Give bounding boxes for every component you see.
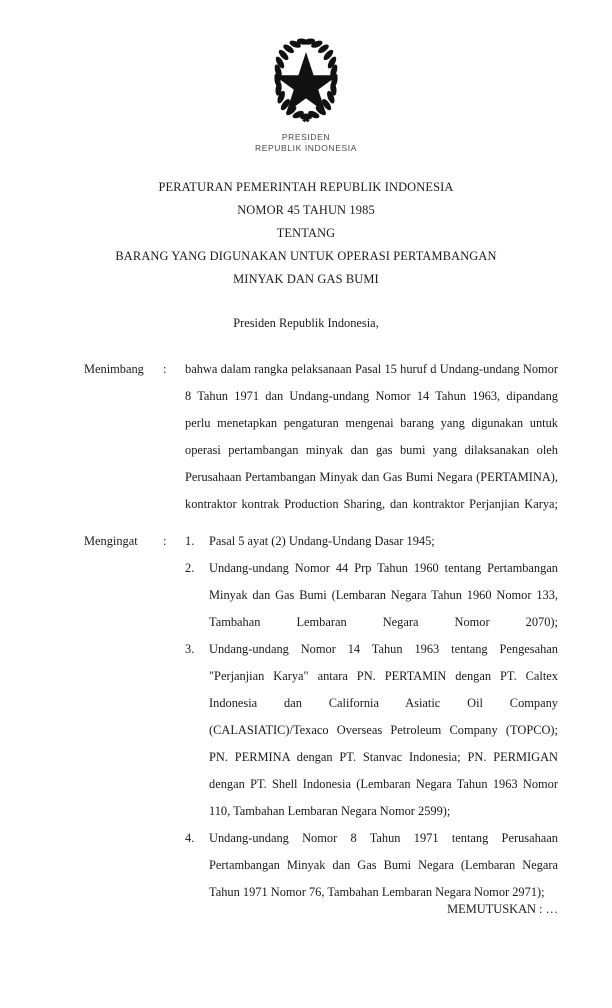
list-item bbox=[185, 555, 558, 636]
list-item-number: 1. bbox=[185, 534, 195, 548]
list-item-text: Undang-undang Nomor 8 Tahun 1971 tentang Perusahaan Pertambangan Minyak dan Gas Bumi Negara (Lembaran Negara Tahun 1971 Nomor 76, Tambahan Lembaran Negara Nomor 2971); bbox=[209, 831, 558, 899]
list-item-text: Pasal 5 ayat (2) Undang-Undang Dasar 1945; bbox=[209, 534, 435, 548]
title-line-regulation: PERATURAN PEMERINTAH REPUBLIK INDONESIA bbox=[158, 180, 454, 194]
seal-caption-line2: REPUBLIK INDONESIA bbox=[255, 143, 357, 153]
seal-caption bbox=[0, 132, 612, 154]
clause-menimbang-label: Menimbang bbox=[84, 362, 144, 376]
memutuskan-label: MEMUTUSKAN : … bbox=[447, 902, 558, 916]
clause-mengingat-body bbox=[185, 528, 558, 906]
title-line-subject-2: MINYAK DAN GAS BUMI bbox=[233, 272, 379, 286]
list-item-text: Undang-undang Nomor 44 Prp Tahun 1960 tentang Pertambangan Minyak dan Gas Bumi (Lembaran Negara Tahun 1960 Nomor 133, Tambahan Lembaran Negara Nomor 2070); bbox=[209, 561, 558, 629]
seal-caption-line1: PRESIDEN bbox=[281, 132, 331, 142]
legal-basis-list bbox=[185, 528, 558, 906]
list-item-number: 2. bbox=[185, 561, 195, 575]
issuing-authority: Presiden Republik Indonesia, bbox=[233, 316, 379, 330]
clause-menimbang-colon: : bbox=[163, 362, 167, 376]
title-line-number: NOMOR 45 TAHUN 1985 bbox=[237, 203, 375, 217]
clause-mengingat-colon: : bbox=[163, 534, 167, 548]
document-title-block bbox=[0, 176, 612, 291]
clause-menimbang-text: bahwa dalam rangka pelaksanaan Pasal 15 huruf d Undang-undang Nomor 8 Tahun 1971 dan Undang-undang Nomor 14 Tahun 1963, dipandang perlu menetapkan pengaturan mengenai barang yang digunakan untuk operasi pertambangan minyak dan gas bumi yang dilaksanakan oleh Perusahaan Pertambangan Minyak dan Gas Bumi Negara (PERTAMINA), kontraktor kontrak Production Sharing, dan kontraktor Perjanjian Karya; bbox=[185, 362, 558, 511]
clause-menimbang bbox=[84, 356, 558, 518]
title-line-tentang: TENTANG bbox=[276, 226, 336, 240]
clause-menimbang-body bbox=[185, 356, 558, 518]
title-line-subject-1: BARANG YANG DIGUNAKAN UNTUK OPERASI PERTAMBANGAN bbox=[115, 249, 497, 263]
list-item-number: 4. bbox=[185, 831, 195, 845]
list-item bbox=[185, 528, 558, 555]
list-item bbox=[185, 825, 558, 906]
indonesian-presidential-seal-icon bbox=[266, 32, 346, 128]
clause-mengingat-label: Mengingat bbox=[84, 534, 138, 548]
list-item-number: 3. bbox=[185, 642, 195, 656]
list-item-text: Undang-undang Nomor 14 Tahun 1963 tentang Pengesahan "Perjanjian Karya" antara PN. PERTAMIN dengan PT. Caltex Indonesia dan California Asiatic Oil Company (CALASIATIC)/Texaco Overseas Petroleum Company (TOPCO); PN. PERMINA dengan PT. Stanvac Indonesia; PN. PERMIGAN dengan PT. Shell Indonesia (Lembaran Negara Tahun 1963 Nomor 110, Tambahan Lembaran Negara Nomor 2599); bbox=[209, 642, 558, 818]
clause-mengingat bbox=[84, 528, 558, 906]
presidential-seal-block bbox=[0, 32, 612, 154]
list-item bbox=[185, 636, 558, 825]
